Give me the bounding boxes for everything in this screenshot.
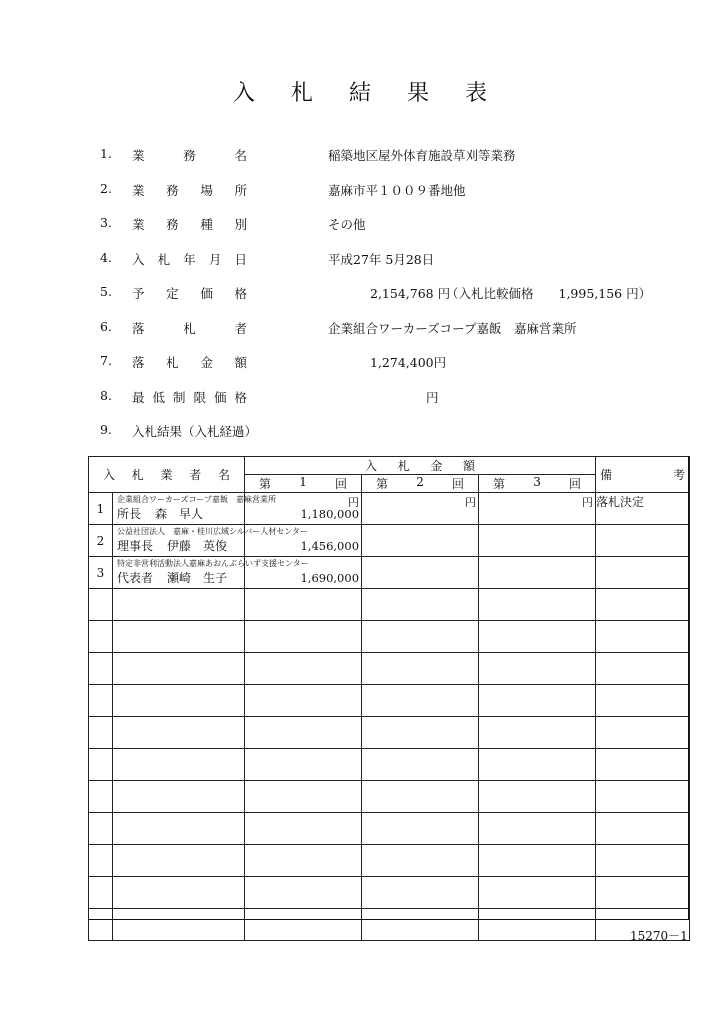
round-2-amount [362,493,479,525]
header-char: 額 [463,459,476,473]
round-char: 2 [416,475,424,489]
info-label-char: 定 [166,286,179,301]
header-char: 金 [430,459,443,473]
yen-spacer [245,749,361,763]
row-index: 3 [89,557,113,589]
row-company [113,877,245,909]
row-company [113,493,277,525]
info-value-comparison: （入札比較価格 1,995,156 円） [446,286,652,301]
table-row [89,685,690,717]
round-1-amount [245,653,362,685]
yen-spacer [479,525,595,539]
info-label: 入札結果（入札経過） [132,424,258,439]
round-3-amount [479,877,596,909]
header-char: 者 [189,468,202,482]
round-char: 第 [259,477,272,491]
table-row [89,525,690,557]
table-row [89,845,690,877]
representative-title: 理事長 [117,539,154,553]
yen-spacer [245,685,361,699]
yen-spacer [479,877,595,891]
info-label-char: 予 [132,286,145,301]
company-name: 企業組合ワーカーズコープ嘉飯 嘉麻営業所 [117,495,277,504]
table-row [89,717,690,749]
row-note [596,845,690,877]
round-2-amount [362,813,479,845]
yen-spacer [362,525,478,539]
yen-unit: 円 [465,496,477,509]
company-name: 特定非営利活動法人嘉麻あおんぶらいず支援センター [117,559,309,568]
row-index [89,653,113,685]
round-3-amount [479,717,596,749]
row-company [113,621,245,653]
table-row [89,781,690,813]
round-1-amount [245,909,362,941]
info-label [132,146,247,164]
row-note [596,589,690,621]
yen-unit: 円 [582,496,594,509]
info-label-char: 価 [213,389,227,405]
row-index [89,717,113,749]
round-2-amount [362,557,479,589]
row-note [596,749,690,781]
round-2-amount [362,653,479,685]
info-line [100,250,660,266]
info-label-char: 業 [132,182,145,198]
yen-spacer [479,685,595,699]
round-3-amount [479,749,596,781]
representative-name: 伊藤 英俊 [167,539,228,553]
round-char: 回 [451,477,464,491]
header-char: 札 [397,459,410,473]
info-value: 2,154,768 円 [370,286,451,301]
info-label-char: 務 [166,182,179,198]
yen-spacer [245,781,361,795]
yen-spacer [479,845,595,859]
info-label [132,353,247,371]
info-value: 企業組合ワーカーズコープ嘉飯 嘉麻営業所 [328,320,577,336]
bid-amount: 1,180,000 [300,507,360,521]
table-row [89,557,690,589]
row-company [113,685,245,717]
header-note [596,457,690,493]
round-char: 回 [569,477,582,491]
representative [113,569,244,586]
round-2-amount [362,717,479,749]
yen-spacer [362,845,478,859]
info-num: 5. [100,284,112,299]
yen-spacer [479,589,595,603]
bid-amount: 1,456,000 [300,539,360,553]
round-1-amount [245,589,362,621]
round-2-amount [362,589,479,621]
round-1-amount [245,781,362,813]
table-row [89,493,690,525]
table-row [89,909,690,941]
header-char: 業 [160,468,173,482]
info-label-char: 者 [234,320,247,336]
table-row [89,621,690,653]
representative-name: 瀬崎 生子 [167,571,228,585]
representative-title: 所長 [117,507,142,521]
round-char: 第 [493,477,506,491]
row-index [89,877,113,909]
info-value: 円 [426,389,439,405]
row-note [596,653,690,685]
info-line [100,319,660,335]
round-3-amount [479,653,596,685]
info-value: その他 [328,217,366,232]
info-label-char: 所 [234,182,247,198]
yen-spacer [362,685,478,699]
info-label [132,319,247,337]
yen-spacer [245,813,361,827]
info-num: 6. [100,318,112,334]
info-label-char: 低 [152,389,165,405]
round-3-amount [479,557,596,589]
row-note [596,781,690,813]
round-1-amount [245,845,362,877]
info-label [132,388,247,406]
round-2-amount [362,781,479,813]
row-index [89,621,113,653]
yen-spacer [362,781,478,795]
round-2-amount [362,525,479,557]
round-3-amount [479,589,596,621]
info-num: 3. [100,215,112,230]
yen-spacer [245,877,361,891]
info-num: 8. [100,387,112,403]
yen-spacer [362,653,478,667]
row-index [89,749,113,781]
round-3-amount [479,525,596,557]
round-char: 第 [376,477,389,491]
info-label-char: 落 [132,355,145,370]
round-1-amount [245,685,362,717]
info-label [132,250,247,268]
bid-amount: 1,690,000 [300,571,360,585]
table-row [89,877,690,909]
table-row [89,589,690,621]
round-label [362,475,478,492]
round-1-amount [245,749,362,781]
row-company [113,717,245,749]
round-2-amount [362,909,479,941]
round-3-amount [479,493,596,525]
round-2-amount [362,749,479,781]
yen-spacer [479,749,595,763]
table-row [89,653,690,685]
row-company [113,653,245,685]
yen-spacer [245,589,361,603]
round-3-amount [479,685,596,717]
round-3-amount [479,845,596,877]
header-char: 札 [131,468,144,482]
info-value: 嘉麻市平１００９番地他 [328,182,466,198]
round-2-amount [362,845,479,877]
info-label-char: 種 [200,217,213,232]
yen-spacer [362,589,478,603]
round-label [479,475,595,492]
company-name: 公益社団法人 嘉麻・桂川広域シルバー人材センター [117,527,308,536]
round-char: 3 [533,475,541,489]
round-3-amount [479,813,596,845]
row-index [89,845,113,877]
round-3-amount [479,621,596,653]
info-label-char: 入 [132,251,145,267]
yen-spacer [479,557,595,571]
info-line [100,422,660,438]
info-label-char: 格 [234,286,247,301]
info-label-char: 日 [234,251,247,267]
yen-spacer [245,621,361,635]
info-label-char: 業 [132,217,145,232]
round-char: 1 [299,475,307,489]
header-company [89,457,245,493]
info-line [100,353,660,369]
header-char: 備 [600,468,613,482]
row-note [596,685,690,717]
round-char: 回 [334,477,347,491]
info-label-char: 限 [193,389,206,405]
info-num: 4. [100,249,112,265]
info-num: 9. [100,422,112,437]
table-row [89,749,690,781]
yen-spacer [362,717,478,731]
yen-spacer [479,909,595,923]
row-company [113,909,245,941]
yen-spacer [245,845,361,859]
info-label-char: 場 [200,182,213,198]
round-3-amount [479,781,596,813]
representative [113,505,244,522]
yen-spacer [479,621,595,635]
info-label-char: 別 [234,217,247,232]
header-round [245,475,362,493]
info-label-char: 最 [132,389,145,405]
row-index: 2 [89,525,113,557]
row-index: 1 [89,493,113,525]
info-label-char: 価 [200,286,213,301]
row-index [89,781,113,813]
info-label-char: 札 [183,320,196,336]
info-num: 1. [100,146,112,161]
yen-spacer [479,717,595,731]
round-1-amount [245,813,362,845]
header-char: 名 [218,468,231,482]
info-label-char: 札 [166,355,179,370]
info-label-char: 制 [172,389,186,405]
row-company [113,845,245,877]
info-label-char: 名 [234,148,247,163]
info-label-char: 金 [200,355,213,370]
yen-spacer [245,717,361,731]
header-round [362,475,479,493]
yen-spacer [479,653,595,667]
header-char: 入 [103,468,116,482]
round-2-amount [362,685,479,717]
row-index [89,685,113,717]
round-1-amount [245,621,362,653]
round-3-amount [479,909,596,941]
yen-spacer [245,653,361,667]
round-1-amount [245,717,362,749]
info-line [100,388,660,404]
row-note [596,525,690,557]
row-company [113,525,308,557]
table-row [89,813,690,845]
info-label-char: 務 [166,217,179,232]
row-company [113,813,245,845]
round-1-amount [245,877,362,909]
info-label [132,284,247,302]
row-company [113,557,309,589]
info-value: 平成27年 5月28日 [328,251,435,267]
header-char: 入 [365,459,378,473]
info-label-char: 年 [183,251,196,267]
row-index [89,909,113,941]
info-label [132,215,247,233]
info-label-char: 落 [132,320,145,336]
info-label-char: 格 [234,389,247,405]
round-2-amount [362,621,479,653]
yen-spacer [362,877,478,891]
yen-unit: 円 [348,496,360,509]
info-value: 稲築地区屋外体育施設草刈等業務 [328,148,516,163]
row-note [596,813,690,845]
row-note [596,621,690,653]
header-char: 考 [673,468,686,482]
info-label-char: 札 [157,251,171,267]
info-num: 2. [100,180,112,196]
header-amount [245,457,596,475]
row-company [113,749,245,781]
info-label-char: 業 [132,148,145,163]
yen-spacer [479,781,595,795]
row-index [89,589,113,621]
info-line [100,215,660,231]
row-index [89,813,113,845]
info-label-char: 額 [234,355,247,370]
yen-spacer [362,749,478,763]
info-label-char: 月 [208,251,222,267]
row-note [596,877,690,909]
info-num: 7. [100,353,112,368]
round-2-amount [362,877,479,909]
info-line [100,181,660,197]
yen-spacer [362,813,478,827]
round-label [245,475,361,492]
page-title: 入札結果表 [232,81,523,106]
info-value: 1,274,400円 [370,355,447,370]
yen-spacer [362,557,478,571]
bid-results-table [88,456,690,941]
yen-spacer [479,813,595,827]
row-note: 落札決定 [596,493,690,525]
yen-spacer [245,909,361,923]
page-number: 15270－1 [630,929,688,943]
row-company [113,781,245,813]
info-line [100,146,660,162]
info-label [132,181,247,199]
info-line [100,284,660,300]
representative-name: 森 早人 [155,507,204,521]
representative [113,537,244,554]
header-round [479,475,596,493]
yen-spacer [362,621,478,635]
representative-title: 代表者 [117,571,154,585]
yen-spacer [362,909,478,923]
row-company [113,589,245,621]
info-label-char: 務 [183,148,196,163]
row-note [596,557,690,589]
row-note [596,717,690,749]
